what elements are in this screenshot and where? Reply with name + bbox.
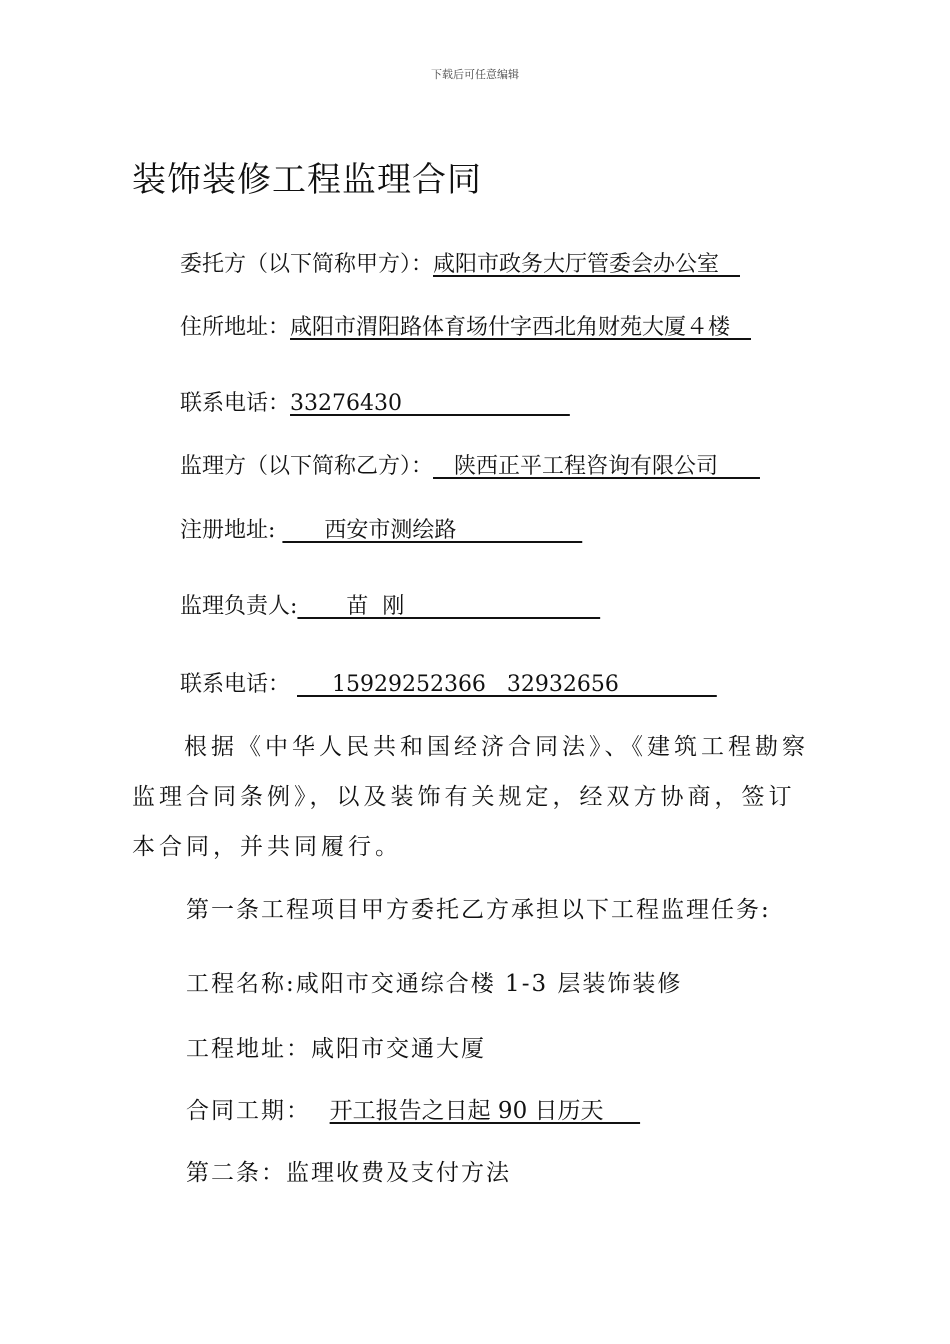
supervisor-phone-row [180, 670, 717, 700]
contract-title: 装饰装修工程监理合同 [132, 160, 482, 200]
registered-address-label: 注册地址: [180, 518, 283, 543]
project-name-row [186, 969, 682, 999]
supervisor-label: 监理方（以下简称乙方）： [180, 454, 434, 479]
project-name-value: 咸阳市交通综合楼 1-3 层装饰装修 [295, 971, 683, 997]
supervisor-phone-value: 15929252366 32932656 [297, 672, 717, 697]
client-phone-label: 联系电话： [180, 391, 291, 416]
client-label: 委托方（以下简称甲方）： [180, 252, 434, 277]
registered-address-value: 西安市测绘路 [282, 518, 583, 543]
intro-paragraph: 根据《中华人民共和国经济合同法》、《建筑工程勘察监理合同条例》，以及装饰有关规定，经双方协商，签订本合同，并共同履行。 [132, 734, 809, 860]
client-phone-value: 33276430 [290, 391, 570, 416]
project-address-value: 咸阳市交通大厦 [311, 1036, 486, 1062]
supervisor-lead-row [180, 592, 600, 622]
registered-address-row [180, 516, 582, 546]
supervisor-lead-label: 监理负责人: [180, 594, 298, 619]
client-phone-row [180, 389, 570, 419]
contract-period-row [186, 1096, 640, 1126]
article-2-heading: 第二条：监理收费及支付方法 [186, 1160, 511, 1186]
contract-period-value: 开工报告之日起 90 日历天 [329, 1098, 641, 1124]
client-row [180, 250, 740, 280]
client-address-value: 咸阳市渭阳路体育场什字西北角财苑大厦４楼 [290, 315, 751, 340]
client-address-row [180, 313, 751, 343]
supervisor-lead-value: 苗 刚 [297, 594, 601, 619]
contract-period-label: 合同工期： [186, 1098, 330, 1124]
client-address-label: 住所地址： [180, 315, 291, 340]
supervisor-phone-label: 联系电话： [180, 672, 297, 697]
article-1-heading: 第一条工程项目甲方委托乙方承担以下工程监理任务: [186, 897, 771, 923]
project-address-row [186, 1034, 486, 1064]
supervisor-row [180, 452, 760, 482]
client-value: 咸阳市政务大厅管委会办公室 [433, 252, 740, 277]
project-name-label: 工程名称: [186, 971, 296, 997]
page-header-note: 下载后可任意编辑 [431, 68, 519, 81]
supervisor-value: 陕西正平工程咨询有限公司 [433, 454, 760, 479]
project-address-label: 工程地址： [186, 1036, 311, 1062]
